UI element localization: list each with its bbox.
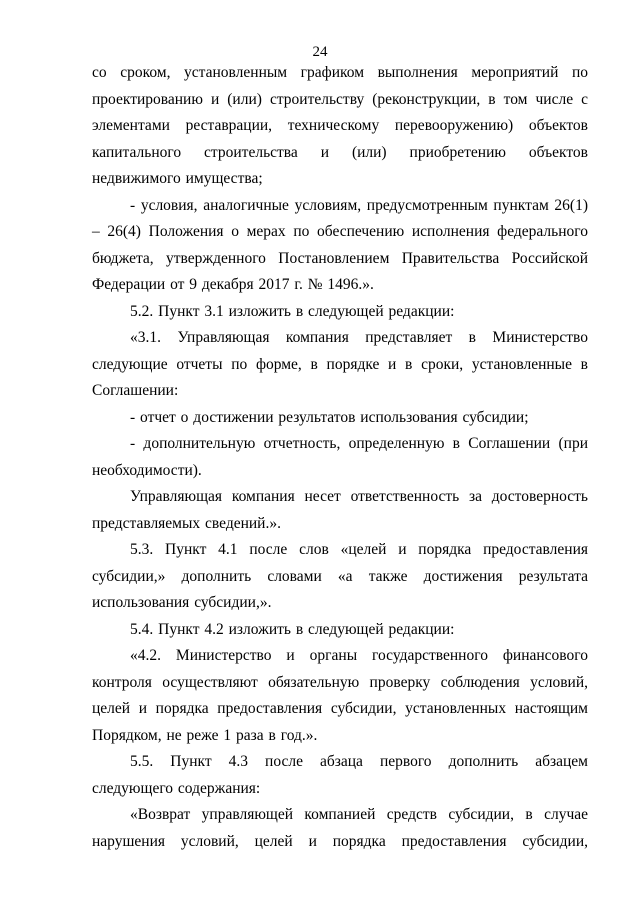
paragraph-8: 5.3. Пункт 4.1 после слов «целей и порядка предоставления субсидии,» дополнить словами «а также достижения результата использования субсидии,». xyxy=(92,541,588,611)
paragraph-1: со сроком, установленным графиком выполнения мероприятий по проектированию и (или) строительству (реконструкции, в том числе с элементами реставрации, техническому перевооружению) объектов капитального строительства и (или) приобретению объектов недвижимого имущества; xyxy=(92,64,588,187)
paragraph-9: 5.4. Пункт 4.2 изложить в следующей редакции: xyxy=(130,620,455,638)
paragraph-12: «Возврат управляющей компанией средств субсидии, в случае нарушения условий, целей и порядка предоставления субсидии, xyxy=(92,806,588,850)
paragraph-6: - дополнительную отчетность, определенную в Соглашении (при необходимости). xyxy=(92,435,588,479)
paragraph-5: - отчет о достижении результатов использования субсидии; xyxy=(130,408,529,426)
paragraph-2: - условия, аналогичные условиям, предусмотренным пунктам 26(1) – 26(4) Положения о мерах по обеспечению исполнения федерального бюджета, утвержденного Постановлением Правительства Российской Федерации от 9 декабря 2017 г. № 1496.». xyxy=(92,196,588,293)
paragraph-11: 5.5. Пункт 4.3 после абзаца первого дополнить абзацем следующего содержания: xyxy=(92,753,588,797)
paragraph-4: «3.1. Управляющая компания представляет в Министерство следующие отчеты по форме, в порядке и в сроки, установленные в Соглашении: xyxy=(92,329,588,399)
paragraph-7: Управляющая компания несет ответственность за достоверность представляемых сведений.». xyxy=(92,488,588,532)
paragraph-3: 5.2. Пункт 3.1 изложить в следующей редакции: xyxy=(130,302,455,320)
page-number: 24 xyxy=(312,44,328,60)
document-body xyxy=(92,60,588,855)
paragraph-10: «4.2. Министерство и органы государственного финансового контроля осуществляют обязательную проверку соблюдения условий, целей и порядка предоставления субсидии, установленных настоящим Порядком, не реже 1 раза в год.». xyxy=(92,647,588,744)
